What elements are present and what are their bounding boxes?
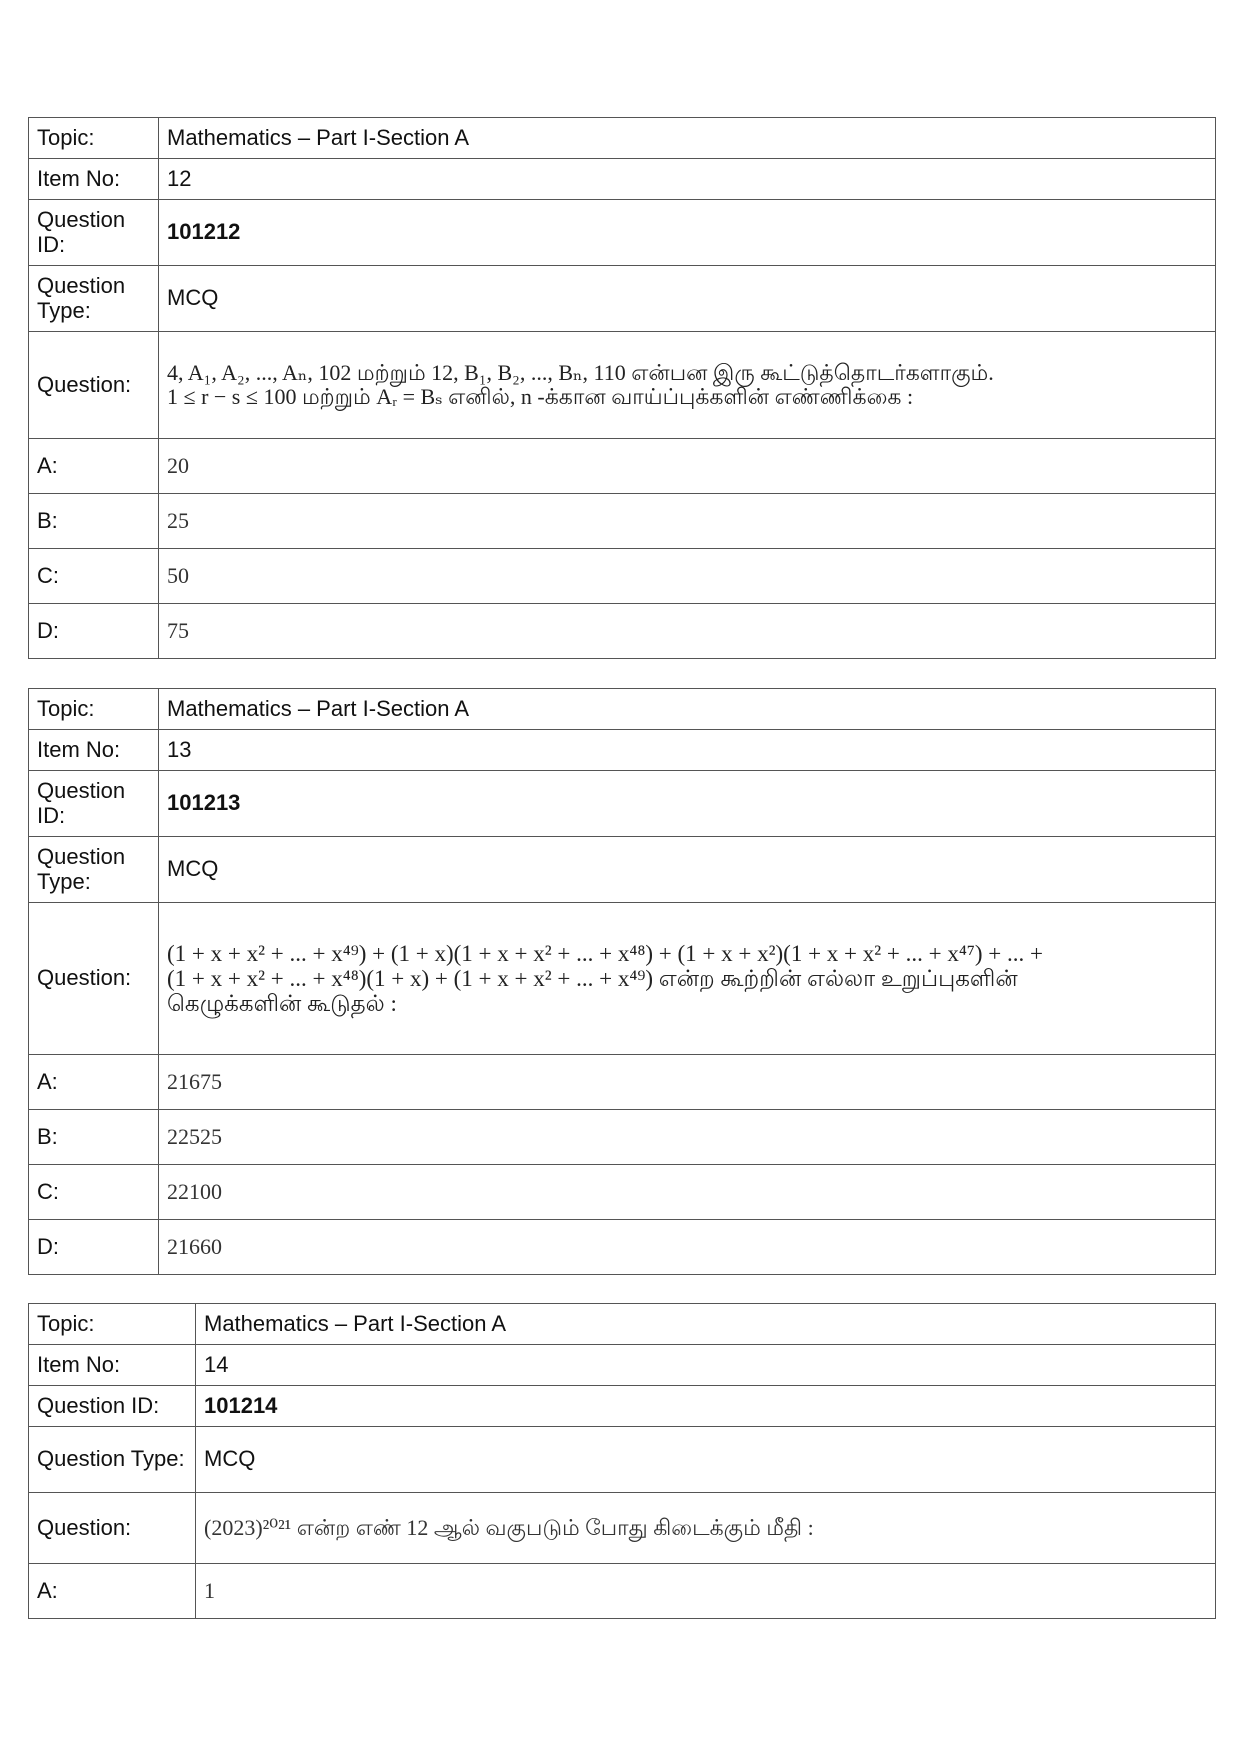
option-label: C: <box>29 1165 159 1220</box>
option-label: D: <box>29 1220 159 1275</box>
topic-value: Mathematics – Part I-Section A <box>159 118 1216 159</box>
question-type-label: Question Type: <box>29 837 159 903</box>
item-label: Item No: <box>29 1345 196 1386</box>
question-id-row <box>29 1386 1216 1427</box>
item-label: Item No: <box>29 730 159 771</box>
item-value: 13 <box>159 730 1216 771</box>
option-value: 50 <box>159 549 1216 604</box>
question-type-row <box>29 837 1216 903</box>
option-row-d <box>29 1220 1216 1275</box>
question-id-row <box>29 771 1216 837</box>
option-label: C: <box>29 549 159 604</box>
option-label: B: <box>29 494 159 549</box>
question-id-label: Question ID: <box>29 1386 196 1427</box>
question-block-14 <box>28 1303 1216 1619</box>
question-block-12 <box>28 117 1216 659</box>
item-value: 14 <box>196 1345 1216 1386</box>
question-label: Question: <box>29 1493 196 1564</box>
question-row <box>29 332 1216 439</box>
question-line: (1 + x + x² + ... + x⁴⁸)(1 + x) + (1 + x + x² + ... + x⁴⁹) என்ற கூற்றின் எல்லா உறுப்புகளின் <box>167 965 1018 991</box>
question-type-row <box>29 1427 1216 1493</box>
question-text <box>159 903 1216 1055</box>
question-row <box>29 1493 1216 1564</box>
question-id-value: 101213 <box>159 771 1216 837</box>
question-line: (2023)²⁰²¹ என்ற எண் 12 ஆல் வகுபடும் போது கிடைக்கும் மீதி : <box>204 1514 814 1540</box>
option-value: 75 <box>159 604 1216 659</box>
option-label: B: <box>29 1110 159 1165</box>
option-value: 22100 <box>159 1165 1216 1220</box>
option-row-a <box>29 1564 1216 1619</box>
question-type-row <box>29 266 1216 332</box>
topic-value: Mathematics – Part I-Section A <box>196 1304 1216 1345</box>
option-value: 22525 <box>159 1110 1216 1165</box>
question-line: 4, A₁, A₂, ..., Aₙ, 102 மற்றும் 12, B₁, B₂, ..., Bₙ, 110 என்பன இரு கூட்டுத்தொடர்களாகும். <box>167 359 994 385</box>
question-text <box>196 1493 1216 1564</box>
option-row-b <box>29 1110 1216 1165</box>
question-block-13 <box>28 688 1216 1275</box>
question-type-value: MCQ <box>159 266 1216 332</box>
item-label: Item No: <box>29 159 159 200</box>
option-row-d <box>29 604 1216 659</box>
item-row <box>29 159 1216 200</box>
option-value: 1 <box>196 1564 1216 1619</box>
option-label: A: <box>29 1055 159 1110</box>
question-row <box>29 903 1216 1055</box>
option-row-c <box>29 1165 1216 1220</box>
option-row-c <box>29 549 1216 604</box>
question-type-label: Question Type: <box>29 1427 196 1493</box>
question-line: (1 + x + x² + ... + x⁴⁹) + (1 + x)(1 + x + x² + ... + x⁴⁸) + (1 + x + x²)(1 + x + x² + ... + x⁴⁷) + ... + <box>167 940 1043 966</box>
topic-label: Topic: <box>29 1304 196 1345</box>
question-id-value: 101214 <box>196 1386 1216 1427</box>
question-id-label: Question ID: <box>29 771 159 837</box>
topic-row <box>29 118 1216 159</box>
item-row <box>29 1345 1216 1386</box>
option-value: 21675 <box>159 1055 1216 1110</box>
question-id-label: Question ID: <box>29 200 159 266</box>
option-row-a <box>29 439 1216 494</box>
question-type-value: MCQ <box>159 837 1216 903</box>
question-type-value: MCQ <box>196 1427 1216 1493</box>
item-row <box>29 730 1216 771</box>
topic-row <box>29 1304 1216 1345</box>
option-value: 20 <box>159 439 1216 494</box>
question-label: Question: <box>29 332 159 439</box>
option-value: 21660 <box>159 1220 1216 1275</box>
question-line: 1 ≤ r − s ≤ 100 மற்றும் Aᵣ = Bₛ எனில், n -க்கான வாய்ப்புக்களின் எண்ணிக்கை : <box>167 384 914 409</box>
topic-value: Mathematics – Part I-Section A <box>159 689 1216 730</box>
question-line: கெழுக்களின் கூடுதல் : <box>167 991 397 1017</box>
option-label: D: <box>29 604 159 659</box>
question-text <box>159 332 1216 439</box>
option-value: 25 <box>159 494 1216 549</box>
question-id-row <box>29 200 1216 266</box>
option-label: A: <box>29 439 159 494</box>
topic-label: Topic: <box>29 689 159 730</box>
topic-label: Topic: <box>29 118 159 159</box>
option-row-a <box>29 1055 1216 1110</box>
question-label: Question: <box>29 903 159 1055</box>
item-value: 12 <box>159 159 1216 200</box>
question-id-value: 101212 <box>159 200 1216 266</box>
topic-row <box>29 689 1216 730</box>
question-type-label: Question Type: <box>29 266 159 332</box>
option-row-b <box>29 494 1216 549</box>
option-label: A: <box>29 1564 196 1619</box>
